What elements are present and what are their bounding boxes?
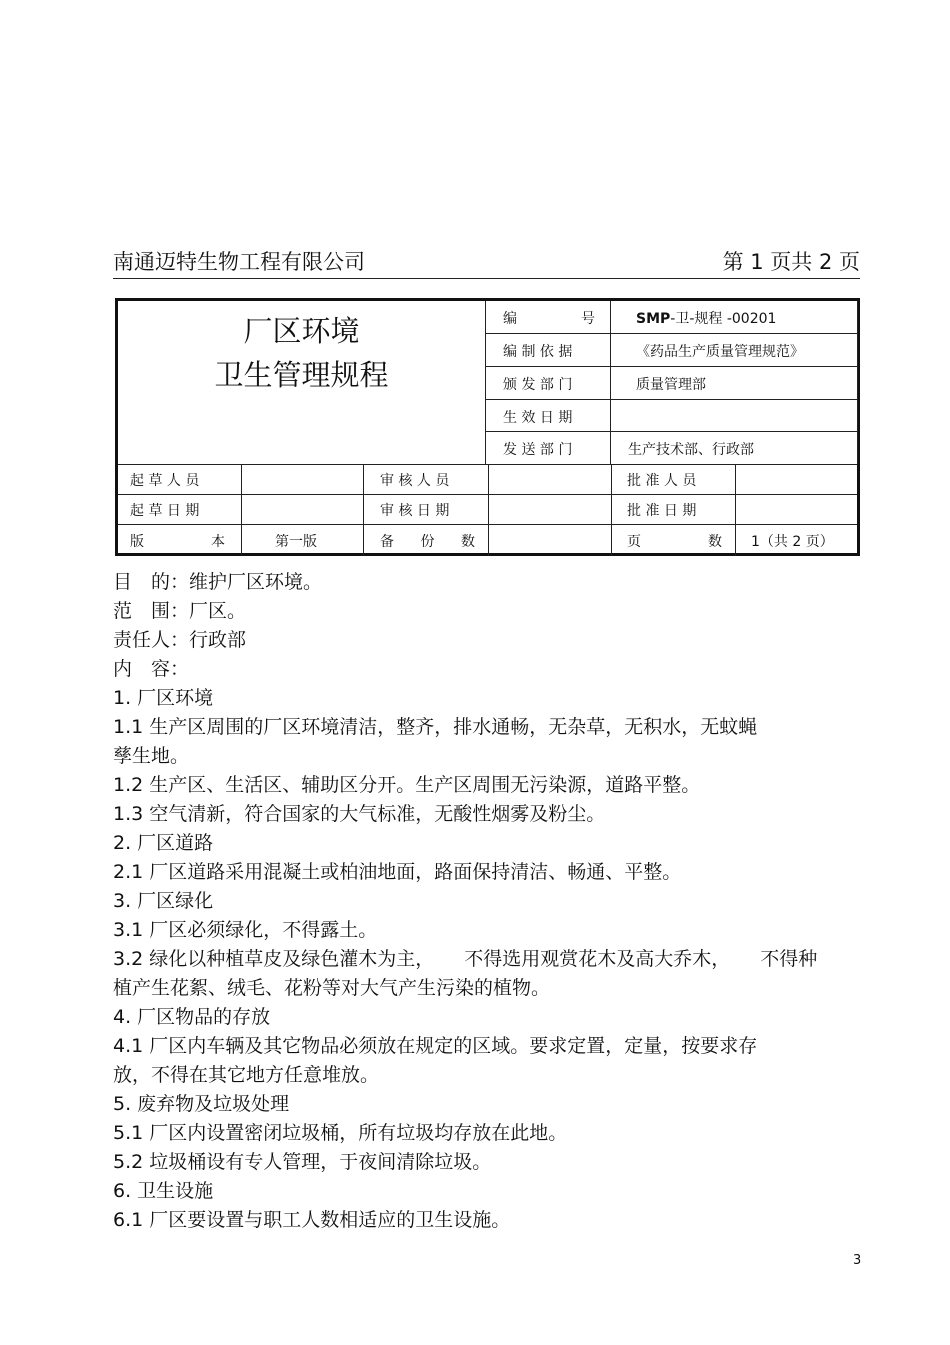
grid-label-drafter: 起 草 人 员 — [130, 473, 200, 489]
title-line-2: 卫生管理规程 — [214, 358, 389, 392]
divider — [610, 301, 611, 464]
clause-text: 放，不得在其它地方任意堆放。 — [113, 1064, 380, 1086]
clause-text: 1.3 空气清新，符合国家的大气标准，无酸性烟雾及粉尘。 — [113, 803, 606, 825]
divider — [485, 431, 857, 432]
meta-value-basis: 《药品生产质量管理规范》 — [636, 344, 804, 360]
meta-label-basis: 编 制 依 据 — [503, 344, 573, 360]
grid-label-version: 版 本 — [130, 534, 225, 550]
section-heading: 2. 厂区道路 — [113, 832, 214, 854]
divider — [485, 366, 857, 367]
meta-value-number-suffix: -卫-规程 -00201 — [670, 311, 777, 327]
grid-value-version: 第一版 — [275, 534, 317, 550]
divider — [485, 301, 486, 464]
divider — [488, 464, 489, 556]
clause-part: 不得选用观赏花木及高大乔木， — [464, 948, 731, 970]
clause-text: 6.1 厂区要设置与职工人数相适应的卫生设施。 — [113, 1209, 511, 1231]
clause-text: 5.2 垃圾桶设有专人管理，于夜间清除垃圾。 — [113, 1151, 492, 1173]
page-info: 第 1 页共 2 页 — [722, 250, 860, 274]
clause-text: 4.1 厂区内车辆及其它物品必须放在规定的区域。要求定置，定量，按要求存 — [113, 1035, 758, 1057]
grid-label-pages: 页 数 — [627, 534, 722, 550]
meta-value-number — [636, 308, 776, 328]
clause-part: 不得种 — [760, 948, 818, 970]
owner-line: 责任人：行政部 — [113, 629, 247, 651]
clause-text: 1.1 生产区周围的厂区环境清洁，整齐，排水通畅，无杂草，无积水，无蚊蝇 — [113, 716, 758, 738]
section-heading: 5. 废弃物及垃圾处理 — [113, 1093, 290, 1115]
divider — [363, 464, 364, 556]
grid-value-pages: 1（共 2 页） — [751, 534, 834, 550]
section-heading: 4. 厂区物品的存放 — [113, 1006, 271, 1028]
document-title — [118, 301, 485, 461]
clause-text: 5.1 厂区内设置密闭垃圾桶，所有垃圾均存放在此地。 — [113, 1122, 568, 1144]
divider — [485, 399, 857, 400]
divider — [857, 301, 858, 464]
section-heading: 3. 厂区绿化 — [113, 890, 214, 912]
page-header — [113, 248, 860, 279]
company-name: 南通迈特生物工程有限公司 — [113, 250, 365, 274]
divider — [485, 333, 857, 334]
grid-label-copies: 备 份 数 — [380, 534, 475, 550]
section-heading: 1. 厂区环境 — [113, 687, 214, 709]
divider — [735, 464, 736, 556]
grid-label-draft-date: 起 草 日 期 — [130, 503, 200, 519]
title-line-1: 厂区环境 — [243, 314, 360, 348]
page-number: 3 — [853, 1253, 862, 1268]
meta-value-number-prefix: SMP — [636, 311, 671, 327]
grid-label-review-date: 审 核 日 期 — [380, 503, 450, 519]
clause-text: 1.2 生产区、生活区、辅助区分开。生产区周围无污染源，道路平整。 — [113, 774, 701, 796]
purpose-line: 目 的：维护厂区环境。 — [113, 571, 323, 593]
section-heading: 6. 卫生设施 — [113, 1180, 214, 1202]
clause-text: 植产生花絮、绒毛、花粉等对大气产生污染的植物。 — [113, 977, 551, 999]
grid-label-approver: 批 准 人 员 — [627, 473, 697, 489]
divider — [611, 464, 612, 556]
meta-label-number: 编 号 — [503, 311, 595, 327]
document-info-table — [115, 298, 860, 556]
content-label: 内 容： — [113, 658, 190, 680]
meta-value-distribution: 生产技术部、行政部 — [628, 442, 754, 458]
clause-text: 孳生地。 — [113, 745, 190, 767]
clause-text: 2.1 厂区道路采用混凝土或柏油地面，路面保持清洁、畅通、平整。 — [113, 861, 682, 883]
scope-line: 范 围：厂区。 — [113, 600, 247, 622]
meta-label-effective-date: 生 效 日 期 — [503, 410, 573, 426]
grid-label-approve-date: 批 准 日 期 — [627, 503, 697, 519]
clause-text — [113, 945, 863, 974]
divider — [241, 464, 242, 556]
meta-label-distribution: 发 送 部 门 — [503, 442, 573, 458]
grid-label-reviewer: 审 核 人 员 — [380, 473, 450, 489]
meta-label-issuer: 颁 发 部 门 — [503, 377, 573, 393]
meta-value-issuer: 质量管理部 — [636, 377, 706, 393]
document-body — [113, 568, 863, 1235]
clause-text: 3.1 厂区必须绿化，不得露土。 — [113, 919, 378, 941]
clause-part: 3.2 绿化以种植草皮及绿色灌木为主， — [113, 948, 435, 970]
